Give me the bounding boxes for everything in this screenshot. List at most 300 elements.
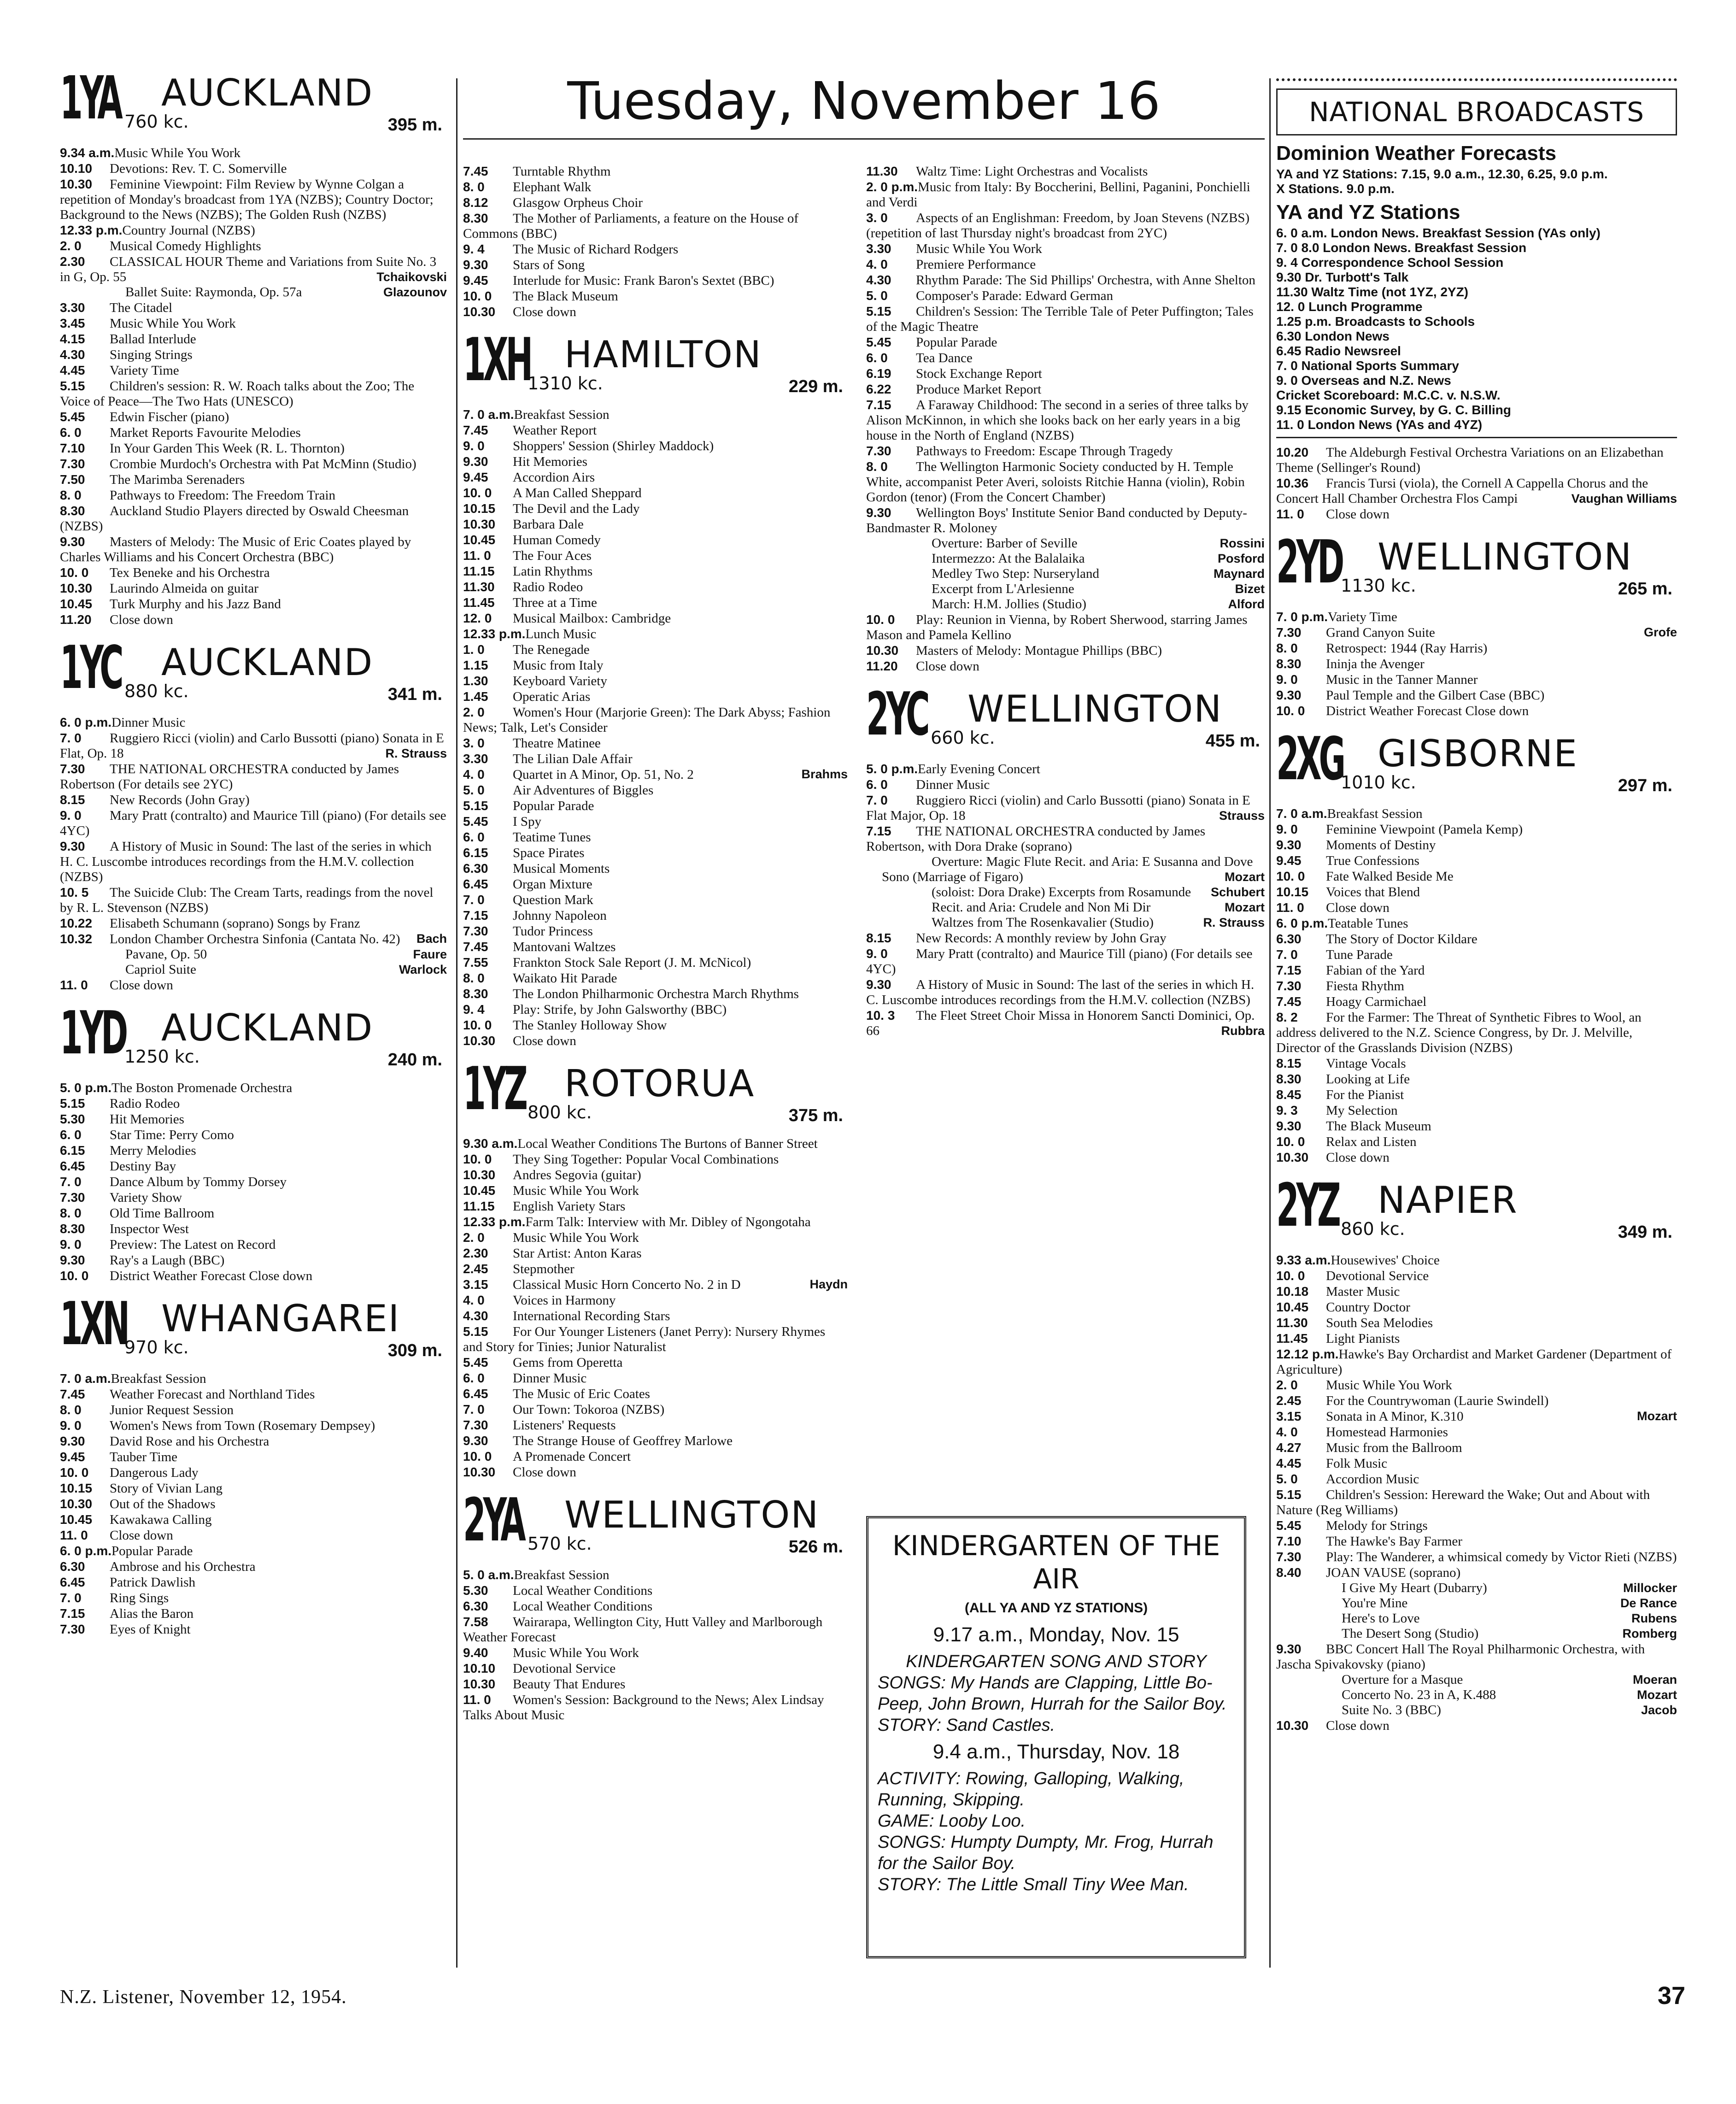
- programme-time: 10. 0: [463, 1152, 492, 1166]
- programme-item: [60, 761, 447, 792]
- programme-item: [866, 761, 1265, 777]
- programme-title: Patrick Dawlish: [110, 1575, 196, 1590]
- programme-title: THE NATIONAL ORCHESTRA conducted by James Robertson (For details see 2YC): [60, 762, 399, 792]
- programme-title: Close down: [110, 1528, 173, 1543]
- station-city: AUCKLAND: [161, 641, 374, 684]
- programme-title: Mary Pratt (contralto) and Maurice Till (piano) (For details see 4YC): [866, 946, 1253, 976]
- programme-title: The Hawke's Bay Farmer: [1326, 1534, 1462, 1549]
- programme-item: [60, 409, 447, 425]
- programme-title: Auckland Studio Players directed by Oswald Cheesman (NZBS): [60, 504, 409, 534]
- programme-title: District Weather Forecast Close down: [110, 1269, 313, 1283]
- programme-item: [60, 839, 447, 885]
- programme-title: They Sing Together: Popular Vocal Combinations: [513, 1152, 779, 1167]
- programme-title: Sonata in A Minor, K.310: [1326, 1409, 1464, 1424]
- programme-time: 9.33 a.m.: [1276, 1253, 1331, 1267]
- station-frequency: 880 kc.: [124, 681, 189, 701]
- programme-time: 11.30: [1276, 1316, 1308, 1330]
- programme-title: Dinner Music: [916, 777, 990, 792]
- programme-title: Music from Italy: By Boccherini, Bellini, Paganini, Ponchielli and Verdi: [866, 180, 1250, 210]
- programme-time: 10. 5: [60, 885, 89, 899]
- programme-title: Tune Parade: [1326, 947, 1393, 962]
- programme-list: [1276, 1252, 1677, 1734]
- programme-time: 6.30: [1276, 932, 1302, 946]
- programme-time: 9. 0: [60, 808, 82, 823]
- programme-time: 10.10: [463, 1661, 496, 1675]
- column-rule-3: [1269, 78, 1271, 1968]
- station-frequency: 860 kc.: [1341, 1219, 1405, 1239]
- programme-item: [866, 272, 1265, 288]
- programme-item: [866, 397, 1265, 443]
- programme-title: Music While You Work: [513, 1646, 639, 1660]
- programme-title: Musical Comedy Highlights: [110, 239, 261, 253]
- programme-item: [1276, 625, 1677, 641]
- programme-title: Farm Talk: Interview with Mr. Dibley of Ngongotaha: [525, 1215, 811, 1229]
- programme-title: Variety Time: [110, 363, 179, 378]
- programme-item: [1276, 1456, 1677, 1471]
- programme-item: [1276, 1440, 1677, 1456]
- programme-item: [1276, 1103, 1677, 1118]
- programme-item: [1276, 1056, 1677, 1071]
- programme-title: The Fleet Street Choir Missa in Honorem Sancti Dominici, Op. 66: [866, 1008, 1255, 1038]
- programme-time: 7. 0: [60, 731, 82, 745]
- programme-time: 9.30: [463, 258, 488, 272]
- programme-title: Breakfast Session: [111, 1371, 206, 1386]
- programme-title: Stepmother: [513, 1262, 575, 1276]
- programme-time: 11.20: [60, 612, 92, 627]
- programme-item: [60, 425, 447, 441]
- programme-item: [463, 1692, 848, 1723]
- station-call-sign: 1YZ: [463, 1055, 525, 1123]
- programme-time: 7.30: [1276, 1550, 1302, 1564]
- programme-list: [463, 407, 848, 1049]
- programme-item: [1276, 963, 1677, 978]
- station-header: [60, 1290, 447, 1371]
- programme-time: 10.45: [60, 1512, 93, 1527]
- programme-title: Frankton Stock Sale Report (J. M. McNicol): [513, 955, 751, 970]
- programme-item: [1276, 1071, 1677, 1087]
- programme-time: 5.30: [60, 1112, 85, 1126]
- programme-item: [60, 1434, 447, 1449]
- programme-item: [60, 1221, 447, 1237]
- programme-item: [60, 962, 447, 977]
- programme-time: 9. 0: [463, 439, 485, 453]
- programme-title: Dinner Music: [513, 1371, 587, 1386]
- programme-title: Ray's a Laugh (BBC): [110, 1253, 225, 1268]
- page-title: Tuesday, November 16: [463, 69, 1265, 140]
- programme-time: 5. 0 a.m.: [463, 1568, 514, 1582]
- programme-item: [1276, 1703, 1677, 1718]
- programme-time: 2. 0: [463, 705, 485, 719]
- programme-title: New Records: A monthly review by John Gray: [916, 931, 1167, 946]
- programme-time: 1.15: [463, 658, 488, 672]
- programme-title: Close down: [110, 978, 173, 993]
- programme-title: Theatre Matinee: [513, 736, 601, 751]
- programme-item: [60, 331, 447, 347]
- programme-item: [1276, 1377, 1677, 1393]
- programme-item: [60, 565, 447, 581]
- programme-item: [1276, 869, 1677, 884]
- programme-item: [60, 363, 447, 378]
- programme-title: Close down: [1326, 1150, 1390, 1165]
- ya-yz-line: 7. 0 8.0 London News. Breakfast Session: [1276, 241, 1527, 255]
- programme-list: [463, 1567, 848, 1723]
- programme-item: [60, 885, 447, 916]
- programme-title: Star Time: Perry Como: [110, 1128, 234, 1142]
- programme-time: 8.30: [1276, 1072, 1302, 1086]
- programme-time: 7.30: [866, 444, 891, 458]
- programme-title: Weather Forecast and Northland Tides: [110, 1387, 315, 1402]
- programme-title: Tex Beneke and his Orchestra: [110, 565, 270, 580]
- programme-title: Tauber Time: [110, 1450, 177, 1464]
- programme-time: 6.30: [463, 1599, 488, 1613]
- programme-title: Ballad Interlude: [110, 332, 196, 347]
- programme-time: 8.45: [1276, 1087, 1302, 1102]
- programme-item: [60, 176, 447, 223]
- programme-title: Master Music: [1326, 1284, 1400, 1299]
- station-wavelength: 349 m.: [1618, 1222, 1672, 1242]
- station-wavelength: 297 m.: [1618, 776, 1672, 795]
- programme-item: [1276, 506, 1677, 522]
- programme-item: [463, 438, 848, 454]
- programme-time: 5.15: [60, 379, 85, 393]
- programme-list: [60, 145, 447, 628]
- weather-line: YA and YZ Stations: 7.15, 9.0 a.m., 12.30, 6.25, 9.0 p.m.: [1276, 167, 1608, 181]
- programme-item: [463, 595, 848, 611]
- programme-item: [463, 1033, 848, 1049]
- ya-yz-line: 6.45 Radio Newsreel: [1276, 344, 1401, 358]
- programme-item: [463, 241, 848, 257]
- programme-time: 7.15: [1276, 963, 1302, 977]
- programme-item: [60, 300, 447, 316]
- programme-time: 8.30: [1276, 657, 1302, 671]
- programme-item: [866, 1008, 1265, 1039]
- programme-time: 3. 0: [866, 211, 888, 225]
- programme-title: CLASSICAL HOUR Theme and Variations from Suite No. 3 in G, Op. 55: [60, 254, 437, 284]
- programme-time: 8.40: [1276, 1565, 1302, 1580]
- programme-item: [463, 626, 848, 642]
- programme-item: [463, 658, 848, 673]
- station-frequency: 970 kc.: [124, 1337, 189, 1358]
- programme-item: [866, 350, 1265, 366]
- programme-time: 9.30: [1276, 1119, 1302, 1133]
- programme-title: Play: Reunion in Vienna, by Robert Sherwood, starring James Mason and Pamela Kellino: [866, 612, 1248, 642]
- programme-time: 9.30: [60, 839, 85, 853]
- programme-item: [1276, 1331, 1677, 1346]
- programme-title: Here's to Love: [1342, 1611, 1420, 1626]
- programme-title: The Boston Promenade Orchestra: [111, 1081, 293, 1095]
- programme-title: Housewives' Choice: [1331, 1253, 1440, 1268]
- programme-item: [866, 288, 1265, 304]
- ya-yz-line: 11. 0 London News (YAs and 4YZ): [1276, 417, 1483, 432]
- kindergarten-line-6: SONGS: Humpty Dumpty, Mr. Frog, Hurrah for the Sailor Boy.: [878, 1833, 1214, 1873]
- programme-time: 7.10: [1276, 1534, 1302, 1548]
- programme-title: Country Journal (NZBS): [122, 223, 255, 238]
- station-wavelength: 455 m.: [1205, 731, 1260, 751]
- programme-title: Capriol Suite: [125, 962, 196, 977]
- programme-item: [463, 1230, 848, 1246]
- programme-title: Popular Parade: [513, 799, 594, 813]
- programme-item: [60, 238, 447, 254]
- programme-item: [1276, 884, 1677, 900]
- programme-title: Fiesta Rhythm: [1326, 979, 1404, 993]
- programme-time: 9. 3: [1276, 1103, 1298, 1117]
- programme-time: 5. 0 p.m.: [60, 1081, 112, 1095]
- programme-title: The Mother of Parliaments, a feature on the House of Commons (BBC): [463, 211, 799, 241]
- programme-time: 11.30: [866, 164, 898, 178]
- station-2ya: [463, 1486, 848, 1723]
- programme-title: International Recording Stars: [513, 1309, 670, 1323]
- station-header: [463, 1486, 848, 1567]
- programme-item: [1276, 978, 1677, 994]
- programme-time: 7.30: [1276, 979, 1302, 993]
- programme-title: Retrospect: 1944 (Ray Harris): [1326, 641, 1488, 656]
- programme-title: Ininja the Avenger: [1326, 657, 1425, 671]
- programme-title: Glasgow Orpheus Choir: [513, 195, 643, 210]
- programme-item: [1276, 1134, 1677, 1150]
- programme-title: Folk Music: [1326, 1456, 1387, 1471]
- programme-title: For the Countrywoman (Laurie Swindell): [1326, 1393, 1549, 1408]
- programme-item: [866, 915, 1265, 930]
- programme-title: Accordion Airs: [513, 470, 595, 485]
- footer-page-number: 37: [1657, 1982, 1685, 2010]
- ya-yz-line: 7. 0 National Sports Summary: [1276, 359, 1459, 373]
- programme-item: [1276, 1284, 1677, 1299]
- programme-time: 9.45: [463, 470, 488, 484]
- programme-title: A Man Called Sheppard: [513, 486, 642, 500]
- programme-item: [60, 1371, 447, 1387]
- programme-item: [1276, 609, 1677, 625]
- programme-item: [866, 793, 1265, 823]
- programme-item: [1276, 703, 1677, 719]
- programme-item: [60, 534, 447, 565]
- programme-title: Ballet Suite: Raymonda, Op. 57a: [125, 285, 302, 300]
- programme-item: [60, 931, 447, 947]
- programme-item: [60, 223, 447, 238]
- programme-time: 6. 0: [463, 1371, 485, 1385]
- programme-time: 6. 0: [866, 777, 888, 792]
- programme-title: Turntable Rhythm: [513, 164, 611, 179]
- programme-title: Human Comedy: [513, 533, 601, 547]
- programme-item: [463, 1246, 848, 1261]
- programme-item: [60, 316, 447, 331]
- programme-item: [463, 673, 848, 689]
- programme-item: [463, 179, 848, 195]
- programme-time: 11.20: [866, 659, 898, 673]
- programme-item: [463, 1614, 848, 1645]
- programme-title: English Variety Stars: [513, 1199, 626, 1214]
- programme-item: [1276, 1534, 1677, 1549]
- programme-time: 8. 0: [60, 488, 82, 502]
- programme-title: Air Adventures of Biggles: [513, 783, 654, 798]
- programme-time: 9.30: [463, 1434, 488, 1448]
- programme-title: A History of Music in Sound: The last of the series in which H. C. Luscombe introduces recordings from the H.M.V. collection (NZBS): [866, 977, 1255, 1007]
- programme-time: 9.30: [1276, 838, 1302, 852]
- programme-item: [463, 304, 848, 320]
- programme-time: 7.58: [463, 1615, 488, 1629]
- programme-title: I Spy: [513, 814, 542, 829]
- programme-time: 7. 0: [463, 893, 485, 907]
- programme-title: For the Pianist: [1326, 1087, 1404, 1102]
- programme-title: Breakfast Session: [1327, 806, 1423, 821]
- ya-yz-line: 12. 0 Lunch Programme: [1276, 300, 1423, 314]
- programme-list: [1276, 609, 1677, 719]
- programme-title: In Your Garden This Week (R. L. Thornton): [110, 441, 345, 456]
- programme-title: Ruggiero Ricci (violin) and Carlo Bussotti (piano) Sonata in E Flat, Op. 18: [60, 731, 444, 761]
- programme-item: [463, 1293, 848, 1308]
- programme-item: [1276, 1087, 1677, 1103]
- programme-item: [463, 211, 848, 241]
- programme-title: Feminine Viewpoint: Film Review by Wynne Colgan a repetition of Monday's broadcast from 1YA (NZBS); Country Doctor; Background to the News (NZBS); The Golden Rush (NZBS): [60, 177, 434, 222]
- programme-time: 7.45: [463, 423, 488, 437]
- programme-item: [60, 378, 447, 409]
- programme-time: 10.32: [60, 932, 93, 946]
- programme-item: [1276, 672, 1677, 688]
- programme-item: [60, 1174, 447, 1190]
- programme-time: 7.45: [60, 1387, 85, 1401]
- programme-title: Merry Melodies: [110, 1143, 196, 1158]
- national-after-items: [1276, 445, 1677, 522]
- kindergarten-title: KINDERGARTEN OF THE AIR: [892, 1530, 1220, 1595]
- programme-title: Story of Vivian Lang: [110, 1481, 223, 1496]
- programme-item: [1276, 1611, 1677, 1626]
- programme-title: A Faraway Childhood: The second in a series of three talks by Alison McKinnon, in which she looks back on her early years in a big house in the North of England (NZBS): [866, 398, 1249, 443]
- column-3: [866, 164, 1265, 1039]
- national-broadcasts-heading: NATIONAL BROADCASTS: [1276, 88, 1677, 135]
- programme-time: 10.30: [463, 517, 496, 531]
- station-wavelength: 341 m.: [387, 685, 442, 704]
- programme-title: Local Weather Conditions: [513, 1599, 653, 1614]
- programme-title: Stars of Song: [513, 258, 585, 272]
- programme-time: 9.30: [60, 535, 85, 549]
- programme-item: [866, 335, 1265, 350]
- programme-title: Tudor Princess: [513, 924, 593, 939]
- programme-item: [60, 792, 447, 808]
- column-rule-1: [456, 78, 457, 1968]
- programme-item: [1276, 1565, 1677, 1581]
- programme-time: 9.40: [463, 1646, 488, 1660]
- programme-title: Three at a Time: [513, 595, 597, 610]
- programme-item: [866, 459, 1265, 505]
- programme-time: 3.45: [60, 316, 85, 330]
- ya-yz-lines: [1276, 226, 1677, 432]
- station-frequency: 760 kc.: [124, 112, 189, 132]
- programme-time: 2.45: [1276, 1393, 1302, 1408]
- programme-time: 10.15: [1276, 885, 1309, 899]
- kindergarten-line-5: GAME: Looby Loo.: [878, 1811, 1026, 1831]
- programme-item: [60, 581, 447, 596]
- programme-time: 12.33 p.m.: [463, 1215, 526, 1229]
- programme-title: Elephant Walk: [513, 180, 592, 194]
- station-header: [1276, 725, 1677, 806]
- programme-item: [463, 611, 848, 626]
- kindergarten-line-4: ACTIVITY: Rowing, Galloping, Walking, Running, Skipping.: [878, 1769, 1185, 1810]
- programme-title: The Devil and the Lady: [513, 501, 640, 516]
- programme-title: For Our Younger Listeners (Janet Perry): Nursery Rhymes and Story for Tinies; Junior Naturalist: [463, 1324, 826, 1354]
- programme-item: [1276, 688, 1677, 703]
- station-frequency: 660 kc.: [931, 728, 995, 748]
- programme-title: Music While You Work: [1326, 1378, 1452, 1393]
- station-wavelength: 309 m.: [387, 1341, 442, 1360]
- programme-title: Edwin Fischer (piano): [110, 410, 229, 424]
- programme-composer: Mozart: [1637, 1688, 1677, 1702]
- programme-title: Children's session: R. W. Roach talks about the Zoo; The Voice of Peace—The Two Hats (UNESCO): [60, 379, 415, 409]
- programme-item: [60, 161, 447, 176]
- programme-time: 9. 4: [463, 242, 485, 256]
- programme-item: [60, 488, 447, 503]
- programme-title: Suite No. 3 (BBC): [1342, 1703, 1441, 1717]
- programme-time: 11.45: [1276, 1331, 1308, 1346]
- programme-composer: Maynard: [1213, 567, 1265, 581]
- programme-title: Beauty That Endures: [513, 1677, 626, 1692]
- programme-title: Fate Walked Beside Me: [1326, 869, 1454, 884]
- programme-composer: Mozart: [1225, 900, 1265, 914]
- programme-time: 4.27: [1276, 1440, 1302, 1455]
- programme-item: [60, 808, 447, 839]
- programme-item: [1276, 1118, 1677, 1134]
- station-header: [463, 326, 848, 407]
- programme-title: BBC Concert Hall The Royal Philharmonic Orchestra, with Jascha Spivakovsky (piano): [1276, 1642, 1645, 1672]
- programme-item: [60, 1481, 447, 1496]
- programme-item: [463, 767, 848, 782]
- programme-title: Star Artist: Anton Karas: [513, 1246, 642, 1261]
- programme-time: 7. 0: [60, 1175, 82, 1189]
- programme-title: Devotions: Rev. T. C. Somerville: [110, 161, 287, 176]
- programme-title: David Rose and his Orchestra: [110, 1434, 270, 1449]
- programme-title: Accordion Music: [1326, 1472, 1419, 1487]
- programme-item: [1276, 837, 1677, 853]
- programme-composer: Schubert: [1210, 885, 1265, 899]
- programme-title: A Promenade Concert: [513, 1449, 631, 1464]
- programme-time: 10.30: [463, 1168, 496, 1182]
- station-city: AUCKLAND: [161, 71, 374, 114]
- programme-time: 6. 0: [60, 1128, 82, 1142]
- station-header: [60, 999, 447, 1080]
- programme-title: Musical Mailbox: Cambridge: [513, 611, 671, 626]
- programme-item: [866, 551, 1265, 566]
- programme-composer: Vaughan Williams: [1571, 492, 1677, 505]
- programme-composer: Bach: [416, 932, 447, 946]
- programme-time: 5. 0: [1276, 1472, 1298, 1486]
- programme-title: Inspector West: [110, 1222, 189, 1236]
- programme-item: [60, 1543, 447, 1559]
- programme-item: [1276, 1718, 1677, 1734]
- programme-item: [463, 517, 848, 532]
- programme-time: 3.30: [60, 300, 85, 315]
- programme-composer: Alford: [1228, 597, 1265, 611]
- programme-title: Early Evening Concert: [918, 762, 1040, 776]
- programme-item: [866, 930, 1265, 946]
- programme-item: [1276, 853, 1677, 869]
- station-2yd: [1276, 528, 1677, 719]
- programme-title: Quartet in A Minor, Op. 51, No. 2: [513, 767, 694, 782]
- programme-time: 8.12: [463, 195, 488, 210]
- programme-item: [1276, 1252, 1677, 1268]
- programme-item: [463, 501, 848, 517]
- programme-title: The Story of Doctor Kildare: [1326, 932, 1478, 946]
- programme-composer: Glazounov: [383, 285, 447, 299]
- programme-time: 6. 0 p.m.: [60, 1544, 112, 1558]
- programme-item: [60, 916, 447, 931]
- programme-time: 6.45: [463, 877, 488, 891]
- station-city: GISBORNE: [1378, 732, 1578, 775]
- programme-title: Melody for Strings: [1326, 1518, 1428, 1533]
- programme-title: Close down: [1326, 900, 1390, 915]
- programme-title: True Confessions: [1326, 853, 1419, 868]
- programme-title: Voices in Harmony: [513, 1293, 616, 1308]
- programme-item: [1276, 1581, 1677, 1596]
- programme-time: 10.30: [463, 1677, 496, 1691]
- programme-item: [60, 1205, 447, 1221]
